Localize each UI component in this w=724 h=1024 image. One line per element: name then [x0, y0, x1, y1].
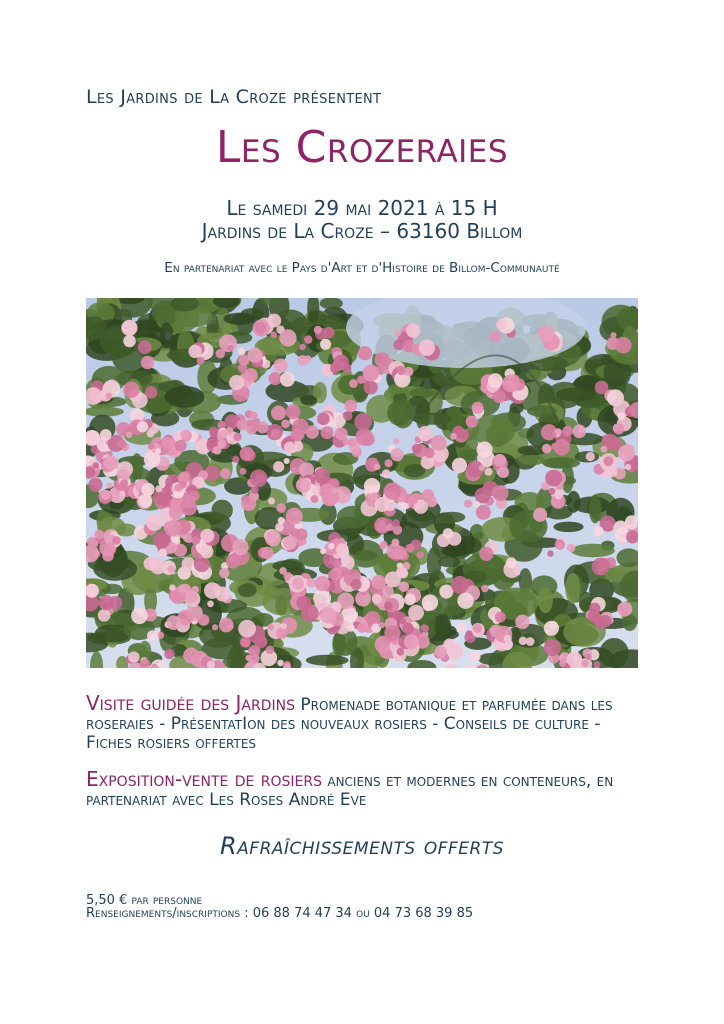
expo-paragraph: [86, 767, 646, 810]
event-date: Le samedi 29 mai 2021 à 15 H: [226, 196, 498, 220]
partnership-line: En partenariat avec le Pays d'Art et d'Histoire de Billom-Communauté: [164, 260, 560, 276]
price-line: 5,50 € par personne: [86, 893, 203, 908]
expo-text: anciens et modernes en conteneurs, en partenariat avec Les Roses André Eve: [86, 771, 614, 810]
contact-line: Renseignements/inscriptions : 06 88 74 47 34 ou 04 73 68 39 85: [86, 906, 474, 921]
page-title: Les Crozeraies: [215, 122, 509, 173]
refreshments-line: Rafraîchissements offerts: [219, 832, 505, 860]
visit-lead: Visite guidée des Jardins: [86, 691, 295, 715]
expo-lead: Exposition-vente de rosiers: [86, 767, 322, 791]
event-place: Jardins de La Croze – 63160 Billom: [201, 219, 523, 243]
presenter-line: Les Jardins de La Croze présentent: [86, 86, 382, 108]
roses-photo: [86, 298, 638, 668]
visit-paragraph: [86, 691, 646, 753]
visit-text: Promenade botanique et parfumée dans les roseraies - PrésentatIon des nouveaux rosiers - Conseils de culture - Fiches rosiers offertes: [86, 695, 613, 753]
